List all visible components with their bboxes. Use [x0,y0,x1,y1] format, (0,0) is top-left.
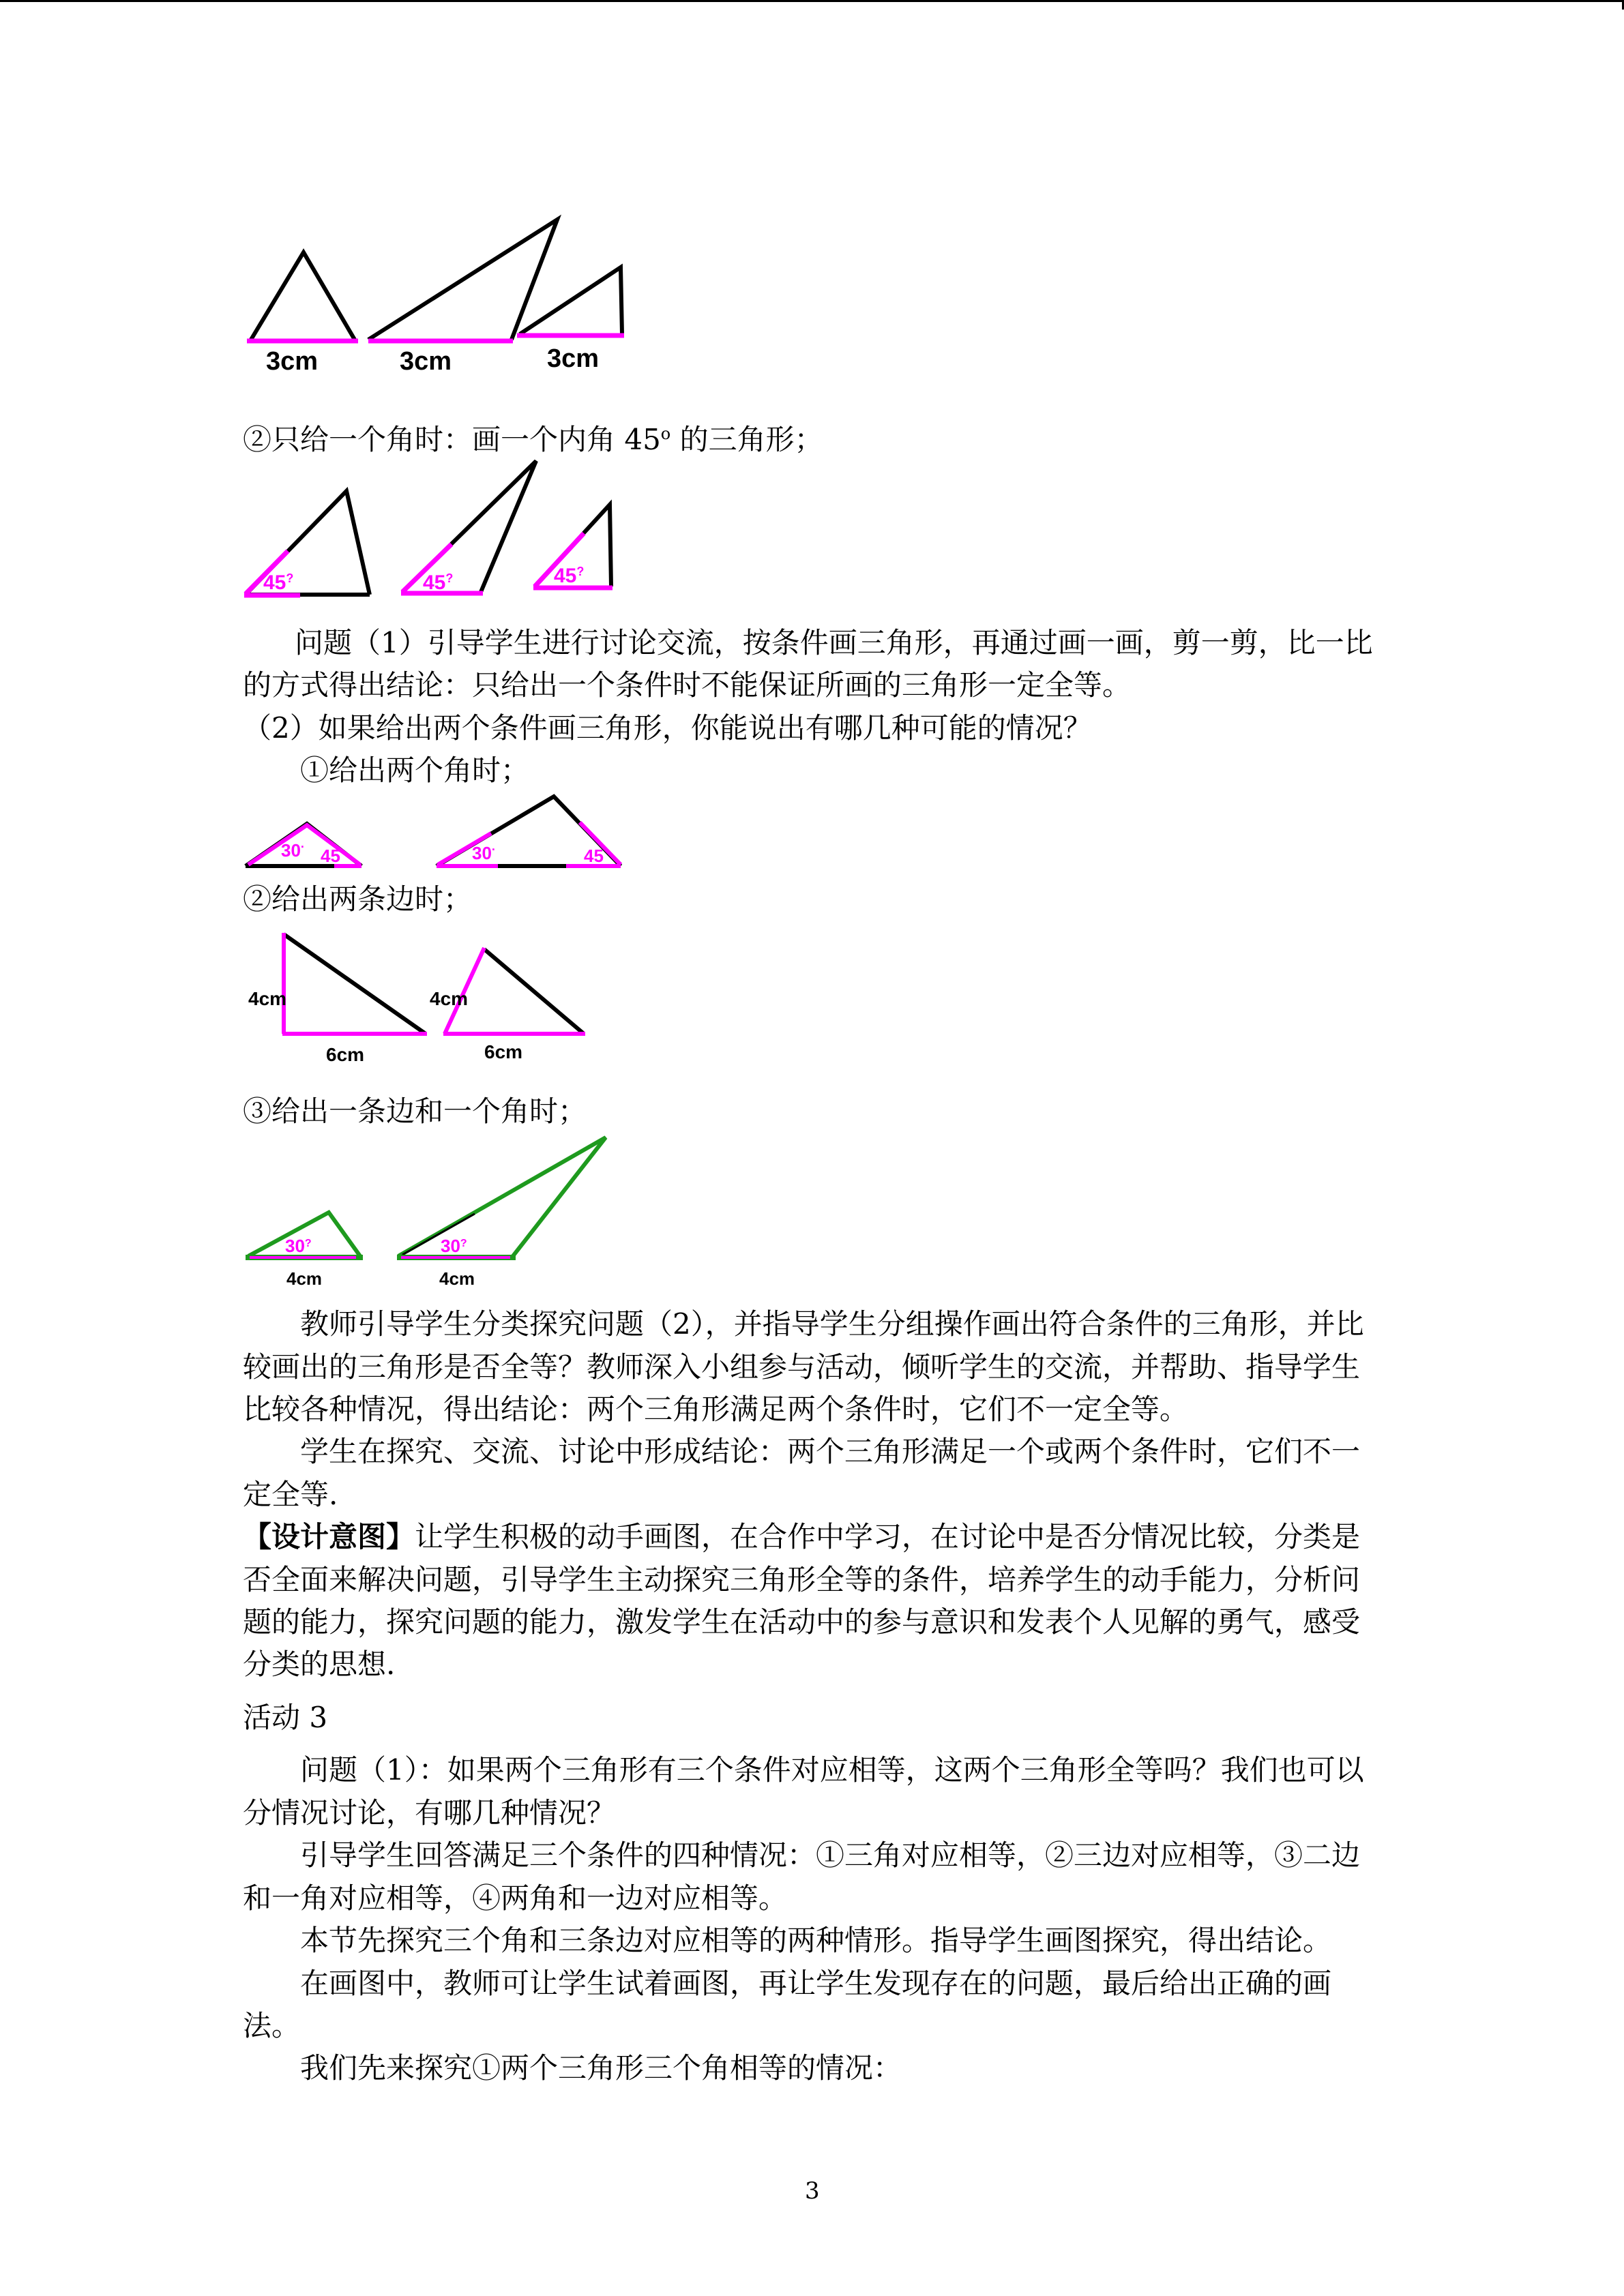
triangle-two-sides-a [248,933,427,1065]
paragraph-conclusion-end: 定全等. [243,1478,338,1511]
angle-label: 45? [554,565,585,587]
case-side-and-angle: ③给出一条边和一个角时； [243,1094,587,1128]
figure-one-angle-triangles [239,456,648,606]
paragraph-explore-angles: 我们先来探究①两个三角形三个角相等的情况： [300,2051,902,2085]
paragraph-section-plan: 本节先探究三个角和三条边对应相等的两种情形。指导学生画图探究，得出结论。 [300,1924,1332,1957]
side-4cm-label: 4cm [248,988,287,1009]
triangle-acute [247,252,358,376]
section-heading-activity-3: 活动 3 [243,1701,328,1734]
triangle-side-angle-b [397,1137,606,1289]
triangle-two-angles-b [437,796,621,866]
side-label: 3cm [266,347,319,376]
triangle-side-angle-a [246,1212,363,1289]
page-number: 3 [805,2177,820,2205]
angle-30-label: 30· [281,840,305,861]
paragraph-question-1-cont: 的方式得出结论：只给出一个条件时不能保证所画的三角形一定全等。 [243,668,1132,702]
figure-one-side-triangles [239,211,648,389]
paragraph-activity-question-cont: 分情况讨论，有哪几种情况？ [243,1796,616,1830]
side-6cm-label: 6cm [326,1044,365,1065]
design-intent-line-3: 题的能力，探究问题的能力，激发学生在活动中的参与意识和发表个人见解的勇气，感受 [243,1605,1361,1639]
angle-label: 45? [423,571,454,594]
figure-side-angle-triangles [243,1132,625,1296]
triangle-two-sides-b [430,948,585,1062]
paragraph-teacher-guide: 教师引导学生分类探究问题（2），并指导学生分组操作画出符合条件的三角形，并比 [300,1307,1364,1341]
line-one-angle: ②只给一个角时：画一个内角 45$^o$ 的三角形； [243,423,823,456]
design-intent-line-1: 【设计意图】让学生积极的动手画图，在合作中学习，在讨论中是否分情况比较，分类是 [243,1520,1361,1553]
angle-45-label: 45 [584,846,604,866]
triangle-obtuse [368,220,557,376]
design-intent-line-2: 否全面来解决问题，引导学生主动探究三角形全等的条件，培养学生的动手能力，分析问 [243,1563,1361,1596]
triangle-two-angles-a [246,824,361,866]
triangle-angle-b [401,461,536,594]
paragraph-four-cases-cont: 和一角对应相等，④两角和一边对应相等。 [243,1881,788,1915]
page-top-border [0,0,1624,2]
paragraph-teacher-guide-cont: 较画出的三角形是否全等？教师深入小组参与活动，倾听学生的交流，并帮助、指导学生 [243,1350,1361,1384]
paragraph-drawing-method: 在画图中，教师可让学生试着画图，再让学生发现存在的问题，最后给出正确的画 [300,1967,1332,2000]
angle-45-label: 45 [321,846,340,866]
design-intent-heading: 【设计意图】 [243,1520,415,1553]
side-label: 3cm [547,344,600,373]
triangle-angle-a [244,491,370,595]
case-two-sides: ②给出两条边时； [243,882,473,916]
side-6cm-label: 6cm [484,1041,523,1062]
angle-label: 45? [263,571,294,594]
triangle-angle-c [533,505,612,588]
paragraph-four-cases: 引导学生回答满足三个条件的四种情况：①三角对应相等，②三边对应相等，③二边 [300,1838,1361,1872]
angle-30-label: 30· [472,843,496,863]
paragraph-conclusion: 学生在探究、交流、讨论中形成结论：两个三角形满足一个或两个条件时，它们不一 [300,1435,1361,1468]
figure-two-angle-triangles [239,791,634,873]
angle-30-label: 30? [441,1236,467,1256]
figure-two-side-triangles [246,927,600,1071]
paragraph-teacher-guide-end: 比较各种情况，得出结论：两个三角形满足两个条件时，它们不一定全等。 [243,1392,1189,1426]
case-two-angles: ①给出两个角时； [300,754,530,787]
side-4cm-label: 4cm [286,1268,323,1289]
side-4cm-label: 4cm [439,1268,475,1289]
paragraph-drawing-method-end: 法。 [243,2009,301,2042]
side-4cm-label: 4cm [430,988,469,1009]
angle-30-label: 30? [285,1236,312,1256]
paragraph-question-1: 问题（1）引导学生进行讨论交流，按条件画三角形，再通过画一画，剪一剪，比一比 [295,626,1373,659]
paragraph-question-2: （2）如果给出两个条件画三角形，你能说出有哪几种可能的情况？ [243,711,1092,745]
side-label: 3cm [400,347,452,376]
design-intent-line-4: 分类的思想. [243,1648,396,1681]
paragraph-activity-question: 问题（1）：如果两个三角形有三个条件对应相等，这两个三角形全等吗？我们也可以 [300,1753,1364,1787]
